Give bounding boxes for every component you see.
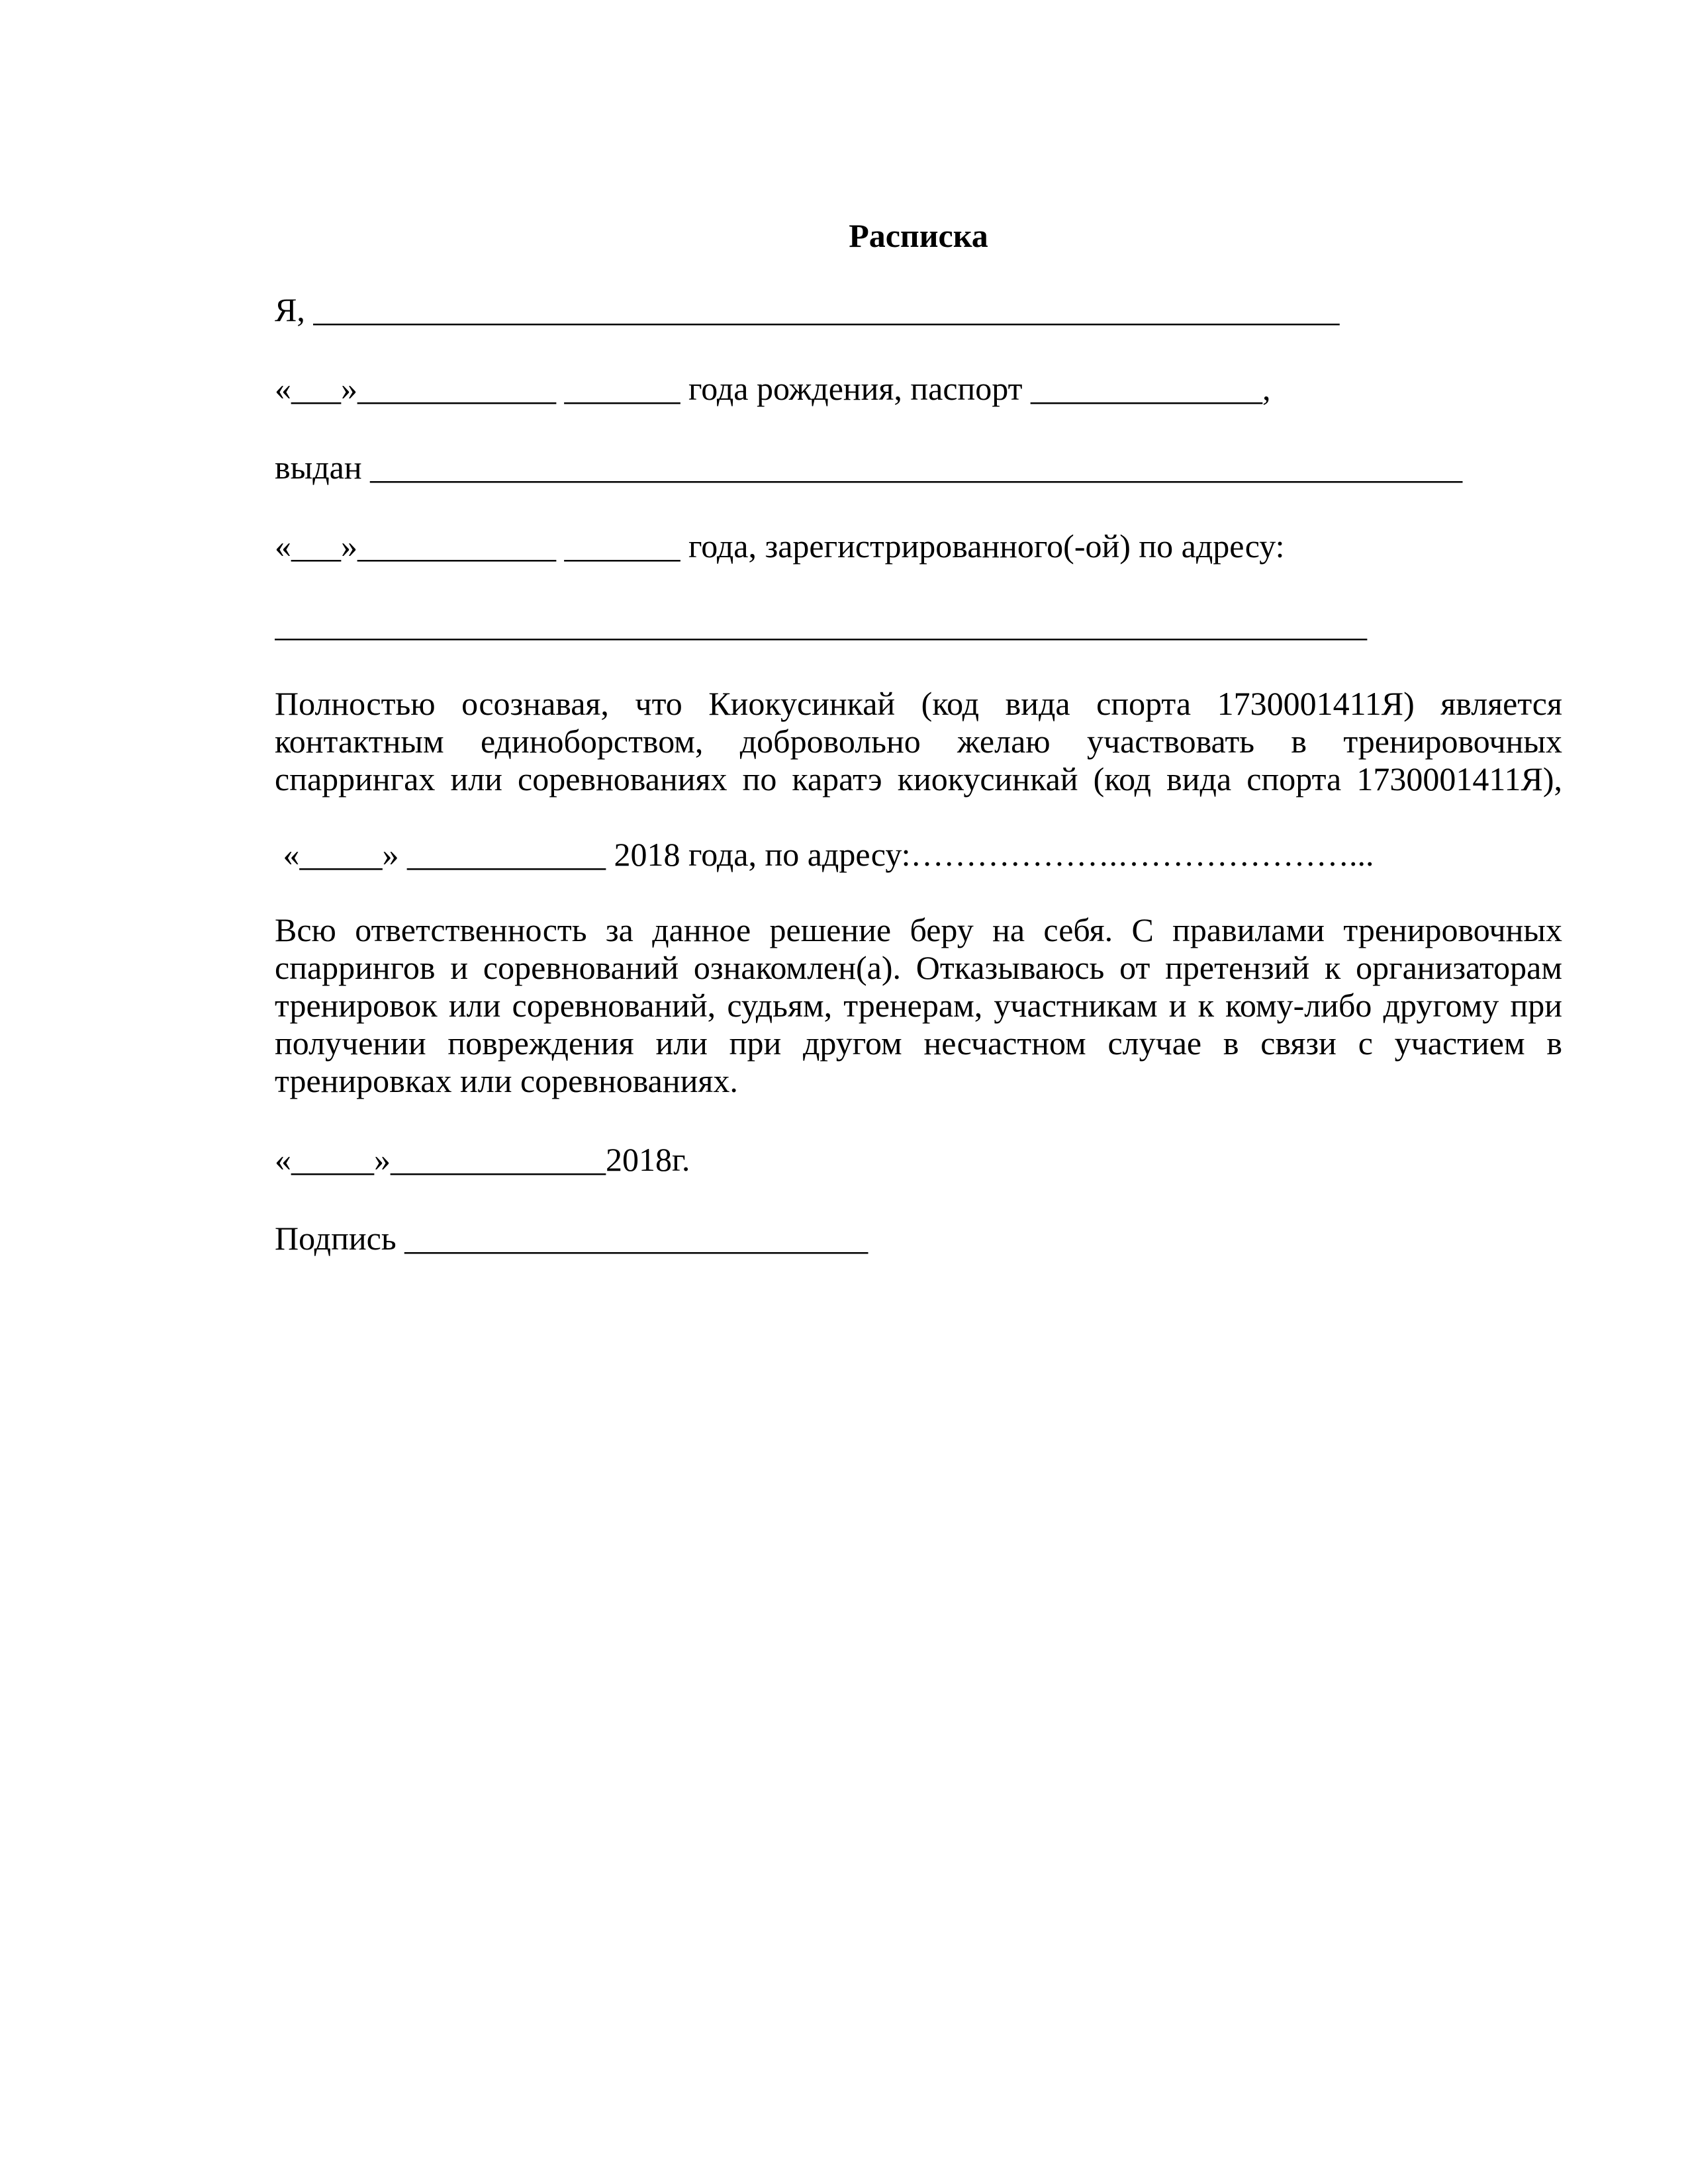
document-title: Расписка — [849, 217, 988, 254]
paragraph-awareness — [275, 685, 1562, 798]
sign-date-line: «_____»_____________2018г. — [275, 1141, 690, 1178]
paragraph-line: Всю ответственность за данное решение беру на себя. С правилами тренировочных — [275, 911, 1562, 948]
event-date-address-line: «_____» ____________ 2018 года, по адресу:……………….…………………... — [275, 836, 1374, 873]
recipient-name-line: Я, ______________________________________________________________ — [275, 291, 1340, 328]
paragraph-line: спаррингах или соревнованиях по каратэ киокусинкай (код вида спорта 1730001411Я), — [275, 760, 1562, 797]
paragraph-line: Полностью осознавая, что Киокусинкай (код вида спорта 1730001411Я) является — [275, 685, 1562, 722]
paragraph-responsibility — [275, 911, 1562, 1100]
address-blank-line: __________________________________________________________________ — [275, 606, 1367, 643]
document-content — [275, 217, 1562, 1298]
paragraph-line: получении повреждения или при другом несчастном случае в связи с участием в — [275, 1024, 1562, 1062]
paragraph-line: спаррингов и соревнований ознакомлен(а). Отказываюсь от претензий к организаторам — [275, 949, 1562, 986]
paragraph-line: тренировках или соревнованиях. — [275, 1062, 738, 1099]
paragraph-line: контактным единоборством, добровольно желаю участвовать в тренировочных — [275, 723, 1562, 760]
birth-date-passport-line: «___»____________ _______ года рождения, паспорт ______________, — [275, 370, 1271, 407]
signature-line: Подпись ____________________________ — [275, 1220, 868, 1257]
registration-date-line: «___»____________ _______ года, зарегистрированного(-ой) по адресу: — [275, 527, 1285, 565]
paragraph-line: тренировок или соревнований, судьям, тренерам, участникам и к кому-либо другому при — [275, 987, 1562, 1024]
passport-issued-line: выдан __________________________________________________________________ — [275, 449, 1463, 486]
